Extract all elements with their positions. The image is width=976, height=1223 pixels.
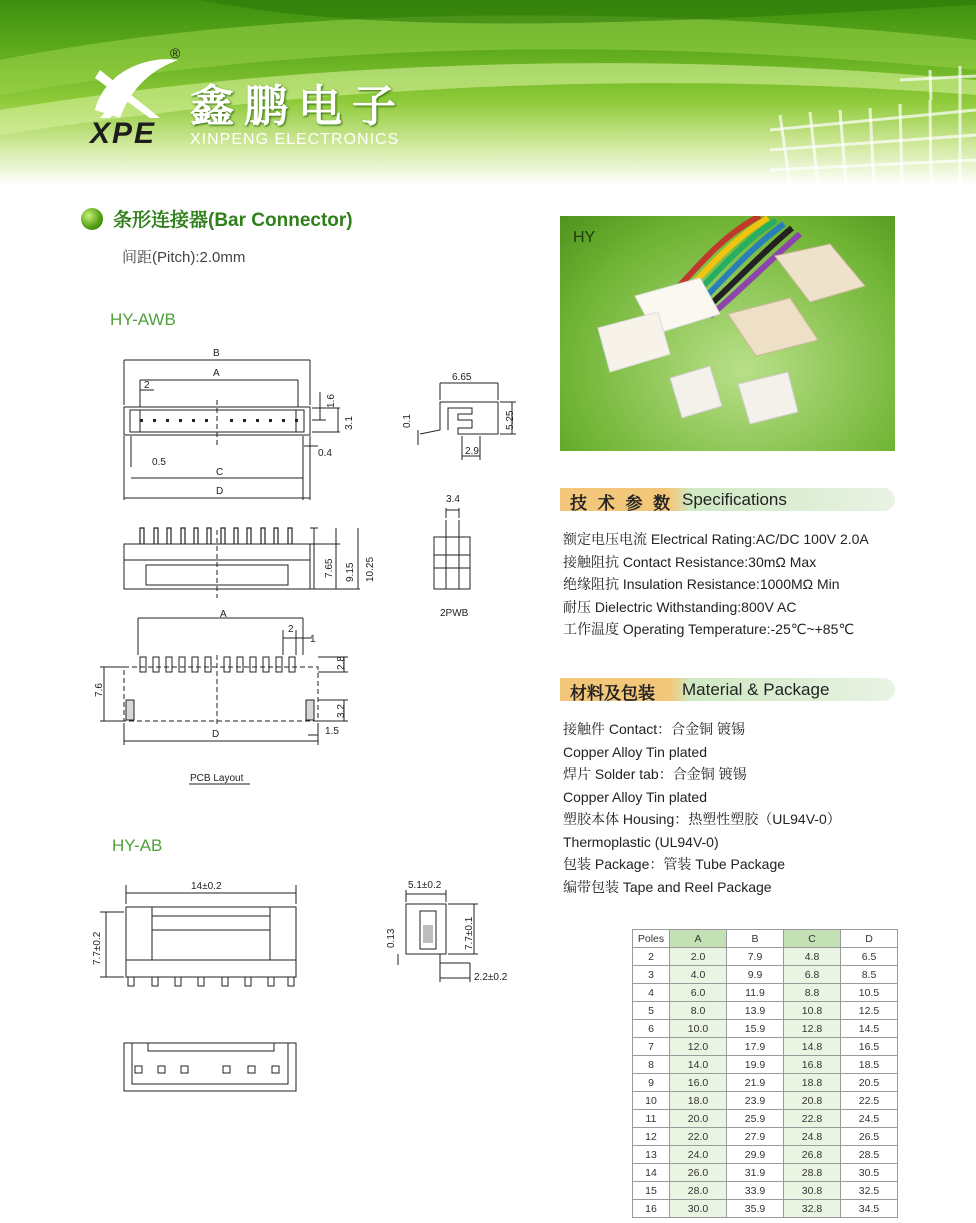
dim-label-5-1: 5.1±0.2 xyxy=(408,880,442,891)
table-cell: 10.5 xyxy=(841,984,898,1002)
material-line: Copper Alloy Tin plated xyxy=(563,743,707,760)
table-cell: 10.0 xyxy=(670,1020,727,1038)
dim-label-d: D xyxy=(216,486,224,497)
table-cell: 17.9 xyxy=(727,1038,784,1056)
table-cell: 6.5 xyxy=(841,948,898,966)
table-cell: 12.5 xyxy=(841,1002,898,1020)
table-cell: 29.9 xyxy=(727,1146,784,1164)
table-cell: 13.9 xyxy=(727,1002,784,1020)
table-cell: 16.8 xyxy=(784,1056,841,1074)
table-cell: 16.0 xyxy=(670,1074,727,1092)
dim-label-d-pcb: D xyxy=(212,729,220,740)
table-cell: 18.8 xyxy=(784,1074,841,1092)
table-row xyxy=(633,984,898,1002)
table-cell: 16 xyxy=(633,1200,670,1218)
logo-xpe: XPE xyxy=(90,117,157,150)
table-cell: 24.8 xyxy=(784,1128,841,1146)
dim-label-9-15: 9.15 xyxy=(345,562,356,582)
product-photo xyxy=(560,216,895,451)
table-cell: 18.5 xyxy=(841,1056,898,1074)
spec-line: 工作温度 Operating Temperature:-25℃~+85℃ xyxy=(563,621,855,637)
dim-label-0-5: 0.5 xyxy=(152,457,166,468)
table-cell: 24.5 xyxy=(841,1110,898,1128)
material-header-en: Material & Package xyxy=(682,680,830,699)
material-line: 焊片 Solder tab：合金铜 镀锡 xyxy=(563,766,747,782)
table-cell: 22.0 xyxy=(670,1128,727,1146)
table-cell: 19.9 xyxy=(727,1056,784,1074)
brand-name-en: XINPENG ELECTRONICS xyxy=(190,131,400,148)
dim-label-1-6: 1.6 xyxy=(326,394,337,408)
dim-label-2-8: 2.8 xyxy=(336,656,347,670)
connector-illustration xyxy=(560,216,895,451)
spec-line: 额定电压电流 Electrical Rating:AC/DC 100V 2.0A xyxy=(563,531,869,547)
table-cell: 7 xyxy=(633,1038,670,1056)
table-row xyxy=(633,1038,898,1056)
table-cell: 28.5 xyxy=(841,1146,898,1164)
dim-label-b: B xyxy=(213,348,220,359)
pitch-text: 间距(Pitch):2.0mm xyxy=(122,249,246,266)
table-cell: 30.0 xyxy=(670,1200,727,1218)
table-row xyxy=(633,1002,898,1020)
table-cell: 8 xyxy=(633,1056,670,1074)
dim-label-3-2: 3.2 xyxy=(336,704,347,718)
dim-label-7-7-a: 7.7±0.2 xyxy=(92,931,103,965)
dim-label-c: C xyxy=(216,467,224,478)
table-cell: 3 xyxy=(633,966,670,984)
dim-label-2pwb: 2PWB xyxy=(440,608,469,619)
col-header-a: A xyxy=(670,930,727,948)
dim-label-14: 14±0.2 xyxy=(191,881,222,892)
table-cell: 12.8 xyxy=(784,1020,841,1038)
dim-label-6-65: 6.65 xyxy=(452,372,472,383)
table-row xyxy=(633,1200,898,1218)
material-line: Thermoplastic (UL94V-0) xyxy=(563,833,719,850)
table-cell: 9 xyxy=(633,1074,670,1092)
table-row xyxy=(633,948,898,966)
table-cell: 5 xyxy=(633,1002,670,1020)
table-cell: 10.8 xyxy=(784,1002,841,1020)
table-cell: 7.9 xyxy=(727,948,784,966)
dim-label-10-25: 10.25 xyxy=(365,556,376,582)
table-cell: 12 xyxy=(633,1128,670,1146)
table-cell: 8.8 xyxy=(784,984,841,1002)
table-cell: 25.9 xyxy=(727,1110,784,1128)
dim-label-7-6: 7.6 xyxy=(94,683,105,697)
registered-mark: ® xyxy=(170,45,181,61)
table-row xyxy=(633,1020,898,1038)
material-list xyxy=(563,718,841,898)
table-header-row xyxy=(633,930,898,948)
table-row xyxy=(633,966,898,984)
table-cell: 20.0 xyxy=(670,1110,727,1128)
dim-label-3-4: 3.4 xyxy=(446,494,460,505)
table-cell: 12.0 xyxy=(670,1038,727,1056)
table-cell: 2 xyxy=(633,948,670,966)
col-header-poles: Poles xyxy=(633,930,670,948)
table-cell: 16.5 xyxy=(841,1038,898,1056)
table-cell: 9.9 xyxy=(727,966,784,984)
table-cell: 20.8 xyxy=(784,1092,841,1110)
dim-label-7-7-b: 7.7±0.1 xyxy=(464,916,475,950)
specifications-header xyxy=(560,488,895,511)
table-cell: 2.0 xyxy=(670,948,727,966)
table-cell: 18.0 xyxy=(670,1092,727,1110)
model-hy-ab: HY-AB xyxy=(112,836,163,855)
table-cell: 28.0 xyxy=(670,1182,727,1200)
material-line: 包装 Package：管装 Tube Package xyxy=(563,856,786,872)
table-cell: 22.5 xyxy=(841,1092,898,1110)
table-cell: 22.8 xyxy=(784,1110,841,1128)
dim-label-0-1: 0.1 xyxy=(402,414,413,428)
dim-label-0-4: 0.4 xyxy=(318,448,332,459)
table-cell: 21.9 xyxy=(727,1074,784,1092)
dim-label-1-pcb: 1 xyxy=(310,634,316,645)
col-header-d: D xyxy=(841,930,898,948)
table-cell: 32.5 xyxy=(841,1182,898,1200)
table-cell: 26.0 xyxy=(670,1164,727,1182)
dim-label-2: 2 xyxy=(144,380,150,391)
material-line: 接触件 Contact：合金铜 镀锡 xyxy=(563,721,746,737)
dim-label-a-pcb: A xyxy=(220,609,227,620)
table-cell: 30.8 xyxy=(784,1182,841,1200)
dim-label-7-65: 7.65 xyxy=(324,558,335,578)
table-cell: 8.5 xyxy=(841,966,898,984)
table-cell: 14.5 xyxy=(841,1020,898,1038)
dim-label-2-9: 2.9 xyxy=(465,446,479,457)
material-header-cn: 材料及包装 xyxy=(570,684,655,703)
dim-label-2-2: 2.2±0.2 xyxy=(474,972,508,983)
dim-label-a: A xyxy=(213,368,220,379)
spec-line: 接触阻抗 Contact Resistance:30mΩ Max xyxy=(563,553,817,570)
dimension-table xyxy=(632,929,898,1218)
table-row xyxy=(633,1164,898,1182)
photo-label: HY xyxy=(573,229,596,246)
section-title-text: 条形连接器(Bar Connector) xyxy=(113,210,353,231)
table-cell: 4.0 xyxy=(670,966,727,984)
table-cell: 33.9 xyxy=(727,1182,784,1200)
table-row xyxy=(633,1092,898,1110)
table-cell: 6.8 xyxy=(784,966,841,984)
dim-label-2-pcb: 2 xyxy=(288,624,294,635)
specifications-header-cn: 技 术 参 数 xyxy=(570,494,674,513)
table-cell: 6 xyxy=(633,1020,670,1038)
dim-label-0-13: 0.13 xyxy=(386,928,397,948)
dim-label-5-25: 5.25 xyxy=(505,410,516,430)
table-cell: 15 xyxy=(633,1182,670,1200)
table-cell: 6.0 xyxy=(670,984,727,1002)
table-cell: 28.8 xyxy=(784,1164,841,1182)
table-cell: 26.5 xyxy=(841,1128,898,1146)
table-row xyxy=(633,1056,898,1074)
table-cell: 13 xyxy=(633,1146,670,1164)
table-cell: 14.0 xyxy=(670,1056,727,1074)
table-row xyxy=(633,1074,898,1092)
table-row xyxy=(633,1146,898,1164)
table-cell: 14 xyxy=(633,1164,670,1182)
dim-label-1-5: 1.5 xyxy=(325,726,339,737)
spec-line: 绝缘阻抗 Insulation Resistance:1000MΩ Min xyxy=(563,576,840,592)
dim-label-3-1: 3.1 xyxy=(344,416,355,430)
table-cell: 31.9 xyxy=(727,1164,784,1182)
table-cell: 34.5 xyxy=(841,1200,898,1218)
specifications-header-en: Specifications xyxy=(682,490,787,509)
table-row xyxy=(633,1182,898,1200)
table-cell: 10 xyxy=(633,1092,670,1110)
model-hy-awb: HY-AWB xyxy=(110,310,176,329)
material-header xyxy=(560,678,895,701)
brand-name-cn: 鑫鹏电子 xyxy=(190,81,406,132)
table-cell: 4.8 xyxy=(784,948,841,966)
table-cell: 26.8 xyxy=(784,1146,841,1164)
specifications-list xyxy=(563,528,869,641)
table-row xyxy=(633,1128,898,1146)
table-cell: 24.0 xyxy=(670,1146,727,1164)
table-cell: 8.0 xyxy=(670,1002,727,1020)
material-line: 塑胶本体 Housing：热塑性塑胶（UL94V-0） xyxy=(563,811,841,827)
material-line: 编带包装 Tape and Reel Package xyxy=(563,878,772,895)
pcb-layout-label: PCB Layout xyxy=(190,773,244,784)
col-header-c: C xyxy=(784,930,841,948)
table-cell: 11 xyxy=(633,1110,670,1128)
table-cell: 15.9 xyxy=(727,1020,784,1038)
col-header-b: B xyxy=(727,930,784,948)
table-cell: 4 xyxy=(633,984,670,1002)
table-cell: 27.9 xyxy=(727,1128,784,1146)
table-cell: 35.9 xyxy=(727,1200,784,1218)
table-cell: 11.9 xyxy=(727,984,784,1002)
material-line: Copper Alloy Tin plated xyxy=(563,788,707,805)
table-cell: 23.9 xyxy=(727,1092,784,1110)
table-cell: 30.5 xyxy=(841,1164,898,1182)
spec-line: 耐压 Dielectric Withstanding:800V AC xyxy=(563,598,797,615)
table-cell: 14.8 xyxy=(784,1038,841,1056)
table-row xyxy=(633,1110,898,1128)
table-cell: 20.5 xyxy=(841,1074,898,1092)
table-cell: 32.8 xyxy=(784,1200,841,1218)
